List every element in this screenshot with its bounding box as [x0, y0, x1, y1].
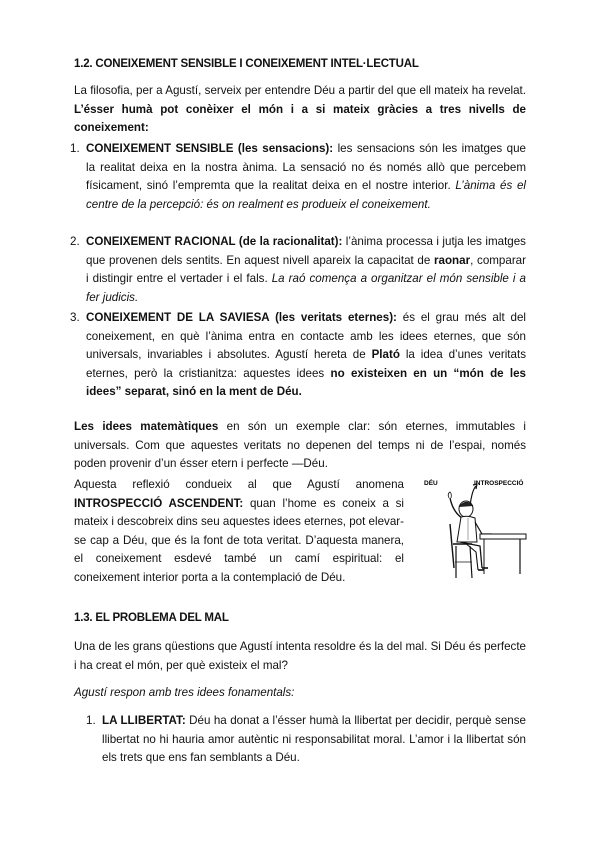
intro-text: La filosofia, per a Agustí, serveix per entendre Déu a partir del que ell mateix ha revelat. — [74, 84, 526, 97]
evil-intro-paragraph: Una de les grans qüestions que Agustí intenta resoldre és la del mal. Si Déu és perfecte i ha creat el món, per què existeix el mal? — [74, 640, 526, 672]
level-sensible — [86, 140, 526, 214]
level-sensible-text: les sensacions són les imatges que la realitat deixa en la nostra ànima. La sensació no és només allò que percebem físicament, sinó l’empremta que la realitat deixa en el nostre interior. — [86, 142, 526, 193]
figure-label-deu: DÉU — [424, 480, 438, 487]
math-bold: Les idees matemàtiques — [74, 420, 219, 433]
level-racional — [86, 233, 526, 307]
introspection-text-b: quan l’home es coneix a si mateix i descobreix dins seu aquestes idees eternes, pot elevar-se cap a Déu, que és la font de tota veritat. D’aquesta manera, el coneixement esdevé també un camí espiritual: el coneixement interior porta a la contemplació de Déu. — [74, 496, 404, 584]
level-racional-bold: raonar — [434, 253, 471, 267]
level-saviesa-title: CONEIXEMENT DE LA SAVIESA (les veritats eternes): — [86, 311, 397, 324]
introspection-text-a: Aquesta reflexió condueix al que Agustí anomena — [74, 478, 404, 491]
level-saviesa-text-a: és el grau més alt del coneixement, en què l’ànima entra en contacte amb les idees eternes, que són universals, invariables i absolutes. Agustí hereta de — [86, 311, 526, 362]
introspection-paragraph — [74, 476, 404, 588]
intro-bold-text: L’ésser humà pot conèixer el món i a si mateix gràcies a tres nivells de coneixement: — [74, 102, 526, 135]
level-saviesa-plato: Plató — [371, 348, 400, 362]
evil-item-freedom-title: LA LLIBERTAT: — [102, 714, 186, 727]
math-paragraph — [74, 418, 526, 474]
level-saviesa-text-b: la idea d’unes veritats eternes, però la cristianitza: aquestes idees — [86, 348, 526, 380]
section-heading-evil: 1.3. EL PROBLEMA DEL MAL — [74, 612, 229, 624]
level-racional-italic: La raó comença a organitzar el món sensible i a fer judicis. — [86, 272, 526, 304]
evil-item-freedom — [102, 712, 526, 768]
evil-italic-text: Agustí respon amb tres idees fonamentals: — [74, 686, 295, 699]
evil-list-number-1: 1. — [86, 714, 96, 727]
person-thinking-illustration — [420, 476, 532, 586]
evil-italic-line — [74, 684, 526, 703]
evil-item-freedom-text: Déu ha donat a l’ésser humà la llibertat per decidir, perquè sense llibertat no hi hauria amor autèntic ni responsabilitat moral. L’amor i la llibertat són els trets que ens fan semblants a Déu. — [102, 714, 526, 765]
introspection-figure — [420, 476, 532, 586]
list-number-1: 1. — [70, 142, 80, 155]
level-saviesa — [86, 309, 526, 402]
figure-label-introspeccio: INTROSPECCIÓ — [474, 480, 524, 487]
level-racional-text-a: l’ànima processa i jutja les imatges que provenen dels sentits. En aquest nivell apareix la capacitat de — [86, 235, 526, 267]
level-saviesa-bold-end: no existeixen en un “món de les idees” separat, sinó en la ment de Déu. — [86, 366, 526, 399]
level-sensible-title: CONEIXEMENT SENSIBLE (les sensacions): — [86, 142, 334, 155]
section-heading-knowledge: 1.2. CONEIXEMENT SENSIBLE I CONEIXEMENT INTEL·LECTUAL — [74, 58, 419, 70]
list-number-2: 2. — [70, 235, 80, 248]
math-text: en són un exemple clar: són eternes, immutables i universals. Com que aquestes veritats no depenen del temps ni de l’espai, només poden provenir d’un ésser etern i perfecte —Déu. — [74, 420, 526, 471]
list-number-3: 3. — [70, 311, 80, 324]
introspection-bold: INTROSPECCIÓ ASCENDENT: — [74, 496, 244, 510]
intro-paragraph — [74, 82, 526, 138]
level-racional-text-b: , comparar i distingir entre el vertader i el fals. — [86, 253, 526, 286]
level-sensible-italic: L’ànima és el centre de la percepció: és on realment es produeix el coneixement. — [86, 179, 526, 211]
level-racional-title: CONEIXEMENT RACIONAL (de la racionalitat): — [86, 235, 343, 248]
